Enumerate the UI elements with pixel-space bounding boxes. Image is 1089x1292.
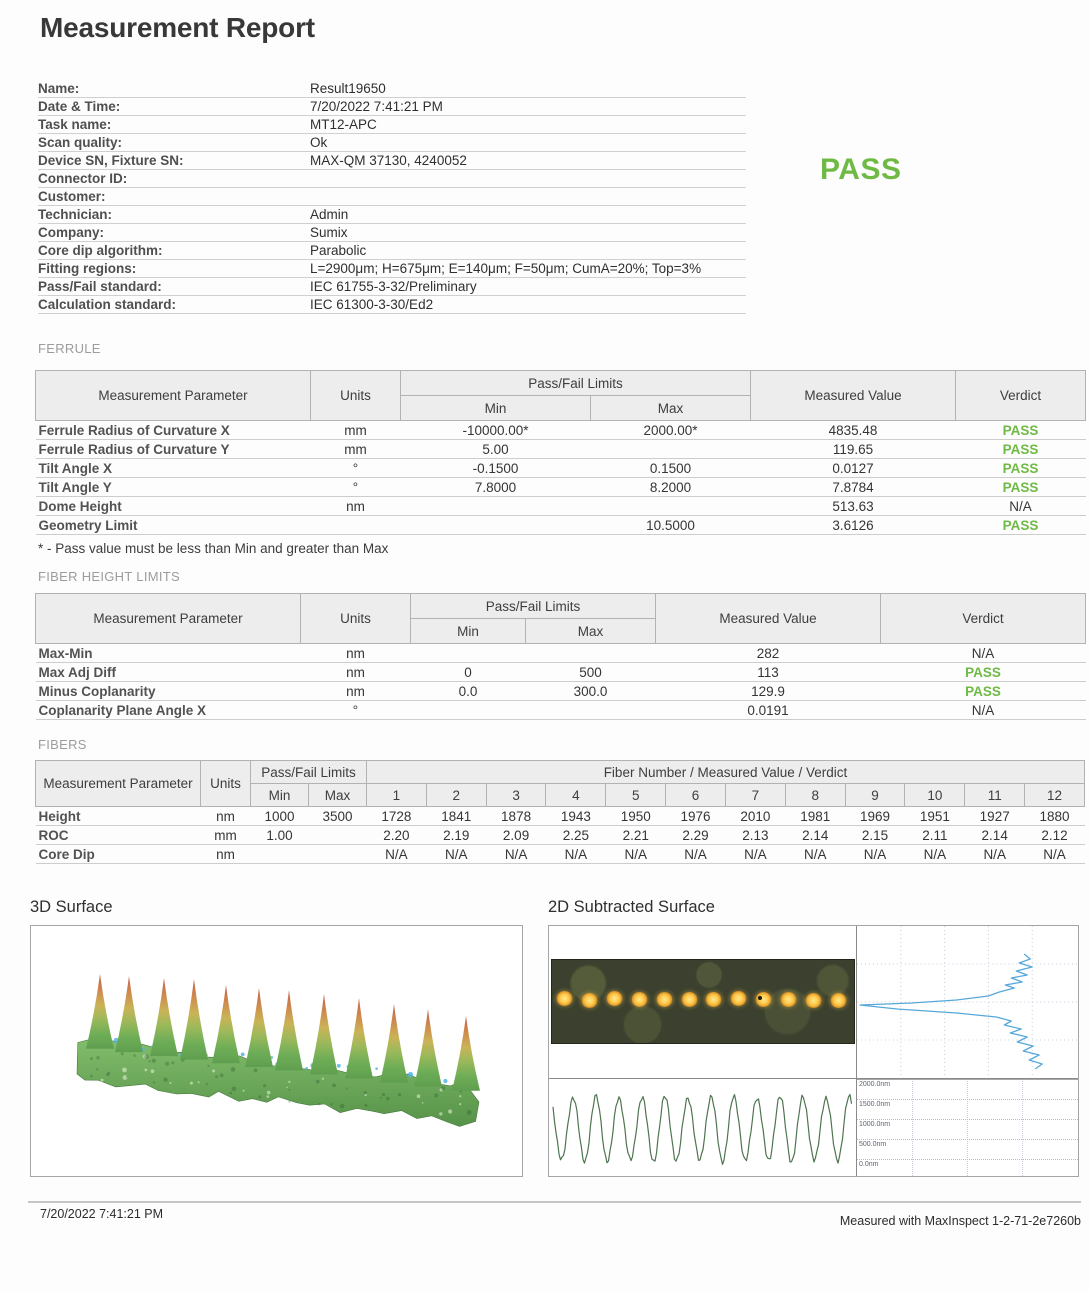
ferrule-table-header	[36, 371, 1086, 421]
col-header-measured: Measured Value	[751, 371, 956, 421]
min-cell: 0	[411, 663, 526, 682]
fiber-peak	[275, 990, 303, 1071]
info-value: IEC 61755-3-32/Preliminary	[310, 278, 746, 296]
height-waveform-plot	[549, 1079, 856, 1176]
min-cell	[401, 516, 591, 535]
info-row	[38, 188, 746, 206]
table-row	[36, 440, 1086, 459]
info-row	[38, 134, 746, 152]
table-row	[36, 516, 1086, 535]
fiber-value-cell: 1969	[845, 807, 905, 826]
footer-divider	[28, 1201, 1081, 1203]
fibers-table	[35, 760, 1085, 864]
measured-cell: 282	[656, 644, 881, 663]
fiber-core-dot	[581, 993, 598, 1008]
verdict-cell: PASS	[881, 663, 1086, 682]
fiber-core-dot	[830, 993, 847, 1008]
measured-cell: 7.8784	[751, 478, 956, 497]
param-cell: Geometry Limit	[36, 516, 311, 535]
fiber-peak	[380, 1004, 408, 1083]
min-cell	[401, 497, 591, 516]
fiber-value-cell: 2.25	[546, 826, 606, 845]
max-cell	[526, 701, 656, 720]
min-cell: -0.1500	[401, 459, 591, 478]
col-header-verdict: Verdict	[881, 594, 1086, 644]
fiber-value-cell: 2.09	[486, 826, 546, 845]
fiber-core-dot	[705, 992, 722, 1007]
info-label: Device SN, Fixture SN:	[38, 152, 310, 170]
page-title: Measurement Report	[40, 12, 315, 43]
fiber-value-cell: N/A	[965, 845, 1025, 864]
fiber-number-header: 4	[546, 784, 606, 807]
min-cell	[411, 701, 526, 720]
fiber-value-cell: N/A	[546, 845, 606, 864]
3d-surface-panel	[30, 925, 523, 1177]
table-row	[36, 497, 1086, 516]
footer-datetime: 7/20/2022 7:41:21 PM	[40, 1207, 164, 1221]
param-cell: ROC	[36, 826, 201, 845]
min-cell: 5.00	[401, 440, 591, 459]
min-cell: 1000	[251, 807, 309, 826]
fiber-number-header: 2	[426, 784, 486, 807]
info-label: Calculation standard:	[38, 296, 310, 314]
min-cell	[411, 644, 526, 663]
col-header-min: Min	[251, 784, 309, 807]
min-cell	[251, 845, 309, 864]
info-row	[38, 278, 746, 296]
max-cell: 300.0	[526, 682, 656, 701]
units-cell: nm	[201, 845, 251, 864]
param-cell: Max Adj Diff	[36, 663, 301, 682]
measured-cell: 513.63	[751, 497, 956, 516]
table-row	[36, 663, 1086, 682]
param-cell: Minus Coplanarity	[36, 682, 301, 701]
col-header-fiber-number: Fiber Number / Measured Value / Verdict	[367, 761, 1085, 784]
height-scale	[857, 1079, 1078, 1179]
table-row	[36, 807, 1085, 826]
fiber-value-cell: 1943	[546, 807, 606, 826]
col-header-parameter: Measurement Parameter	[36, 761, 201, 807]
max-cell: 10.5000	[591, 516, 751, 535]
table-row	[36, 478, 1086, 497]
table-row	[36, 845, 1085, 864]
fiber-value-cell: 1981	[785, 807, 845, 826]
figures-row	[30, 898, 1089, 1177]
info-value: Result19650	[310, 80, 746, 98]
fiber-core-dot	[805, 993, 822, 1008]
col-header-parameter: Measurement Parameter	[36, 594, 301, 644]
overall-verdict: PASS	[820, 153, 902, 186]
table-row	[36, 701, 1086, 720]
vertical-profile-quadrant	[857, 926, 1078, 1079]
info-label: Scan quality:	[38, 134, 310, 152]
fiber-peak	[150, 978, 178, 1056]
figure-title-3d: 3D Surface	[30, 898, 113, 916]
fiber-value-cell: 2.15	[845, 826, 905, 845]
height-scale-label: 2000.0nm	[859, 1081, 891, 1088]
verdict-cell: PASS	[956, 516, 1086, 535]
units-cell: °	[301, 701, 411, 720]
info-value: MT12-APC	[310, 116, 746, 134]
min-cell: 1.00	[251, 826, 309, 845]
info-row	[38, 152, 746, 170]
fiber-peak	[310, 994, 338, 1075]
info-value: Sumix	[310, 224, 746, 242]
verdict-cell: N/A	[956, 497, 1086, 516]
ferrule-table	[35, 370, 1086, 535]
param-cell: Max-Min	[36, 644, 301, 663]
section-label-fibers: FIBERS	[38, 737, 87, 752]
max-cell	[526, 644, 656, 663]
measured-cell: 3.6126	[751, 516, 956, 535]
fiber-value-cell: 1880	[1025, 807, 1085, 826]
table-row	[36, 421, 1086, 440]
info-label: Technician:	[38, 206, 310, 224]
info-value: IEC 61300-3-30/Ed2	[310, 296, 746, 314]
footer-software-version: Measured with MaxInspect 1-2-71-2e7260b	[839, 1214, 1081, 1228]
fiber-peak	[86, 974, 114, 1049]
max-cell	[591, 440, 751, 459]
param-cell: Height	[36, 807, 201, 826]
verdict-cell: PASS	[956, 421, 1086, 440]
fiber-value-cell: 2.14	[965, 826, 1025, 845]
fiber-value-cell: 2.20	[367, 826, 427, 845]
height-scale-row	[857, 1159, 1078, 1179]
fiber-value-cell: N/A	[845, 845, 905, 864]
fiber-value-cell: 2.12	[1025, 826, 1085, 845]
verdict-cell: N/A	[881, 644, 1086, 663]
info-value	[310, 188, 746, 206]
units-cell: mm	[201, 826, 251, 845]
fhl-table-header	[36, 594, 1086, 644]
fibers-table-header	[36, 761, 1085, 807]
max-cell: 500	[526, 663, 656, 682]
section-label-ferrule: FERRULE	[38, 341, 101, 356]
fiber-value-cell: 1841	[426, 807, 486, 826]
measured-cell: 4835.48	[751, 421, 956, 440]
measured-cell: 129.9	[656, 682, 881, 701]
fiber-value-cell: N/A	[725, 845, 785, 864]
info-label: Task name:	[38, 116, 310, 134]
param-cell: Coplanarity Plane Angle X	[36, 701, 301, 720]
verdict-cell: PASS	[956, 478, 1086, 497]
info-row	[38, 260, 746, 278]
info-label: Connector ID:	[38, 170, 310, 188]
max-cell: 8.2000	[591, 478, 751, 497]
units-cell: nm	[301, 663, 411, 682]
2d-surface-panel	[548, 925, 1079, 1177]
units-cell: °	[311, 459, 401, 478]
fiber-number-header: 7	[725, 784, 785, 807]
fiber-peak	[180, 979, 208, 1060]
height-scale-row	[857, 1119, 1078, 1139]
fiber-value-cell: 1728	[367, 807, 427, 826]
report-info-table	[38, 80, 746, 314]
fiber-value-cell: N/A	[666, 845, 726, 864]
param-cell: Tilt Angle X	[36, 459, 311, 478]
section-label-fiber-height-limits: FIBER HEIGHT LIMITS	[38, 569, 180, 584]
verdict-cell: PASS	[956, 440, 1086, 459]
max-cell: 3500	[309, 807, 367, 826]
fiber-peak	[115, 976, 143, 1052]
table-row	[36, 682, 1086, 701]
col-header-max: Max	[309, 784, 367, 807]
units-cell	[311, 516, 401, 535]
max-cell	[309, 826, 367, 845]
info-label: Customer:	[38, 188, 310, 206]
fiber-value-cell: 2.14	[785, 826, 845, 845]
fiber-value-cell: 1976	[666, 807, 726, 826]
info-row	[38, 206, 746, 224]
table-row	[36, 644, 1086, 663]
fiber-number-header: 9	[845, 784, 905, 807]
fiber-value-cell: N/A	[606, 845, 666, 864]
height-scale-label: 0.0nm	[859, 1161, 879, 1168]
fiber-value-cell: N/A	[905, 845, 965, 864]
info-value: MAX-QM 37130, 4240052	[310, 152, 746, 170]
fiber-value-cell: 2.13	[725, 826, 785, 845]
info-label: Company:	[38, 224, 310, 242]
fiber-number-header: 1	[367, 784, 427, 807]
col-header-limits: Pass/Fail Limits	[411, 594, 656, 619]
fiber-value-cell: 1927	[965, 807, 1025, 826]
units-cell: mm	[311, 440, 401, 459]
max-cell	[309, 845, 367, 864]
footnote: * - Pass value must be less than Min and greater than Max	[38, 541, 389, 556]
2d-image-quadrant	[549, 926, 857, 1079]
figure-2d-subtracted-surface	[548, 898, 1079, 1177]
col-header-min: Min	[401, 396, 591, 421]
fiber-value-cell: N/A	[367, 845, 427, 864]
info-label: Name:	[38, 80, 310, 98]
fiber-core-dot	[730, 991, 747, 1006]
col-header-max: Max	[526, 619, 656, 644]
fiber-value-cell: 1950	[606, 807, 666, 826]
fiber-core-dot	[681, 992, 698, 1007]
param-cell: Ferrule Radius of Curvature Y	[36, 440, 311, 459]
units-cell: nm	[301, 682, 411, 701]
min-cell: 0.0	[411, 682, 526, 701]
max-cell: 2000.00*	[591, 421, 751, 440]
vertical-profile-plot	[857, 926, 1078, 1078]
fiber-number-header: 11	[965, 784, 1025, 807]
fiber-peak	[452, 1016, 480, 1091]
col-header-measured: Measured Value	[656, 594, 881, 644]
fiber-value-cell: 2.29	[666, 826, 726, 845]
units-cell: nm	[301, 644, 411, 663]
fiber-value-cell: 1878	[486, 807, 546, 826]
fiber-peak	[414, 1009, 442, 1087]
info-value: Ok	[310, 134, 746, 152]
info-label: Pass/Fail standard:	[38, 278, 310, 296]
max-cell	[591, 497, 751, 516]
units-cell: mm	[311, 421, 401, 440]
col-header-limits: Pass/Fail Limits	[401, 371, 751, 396]
min-cell: 7.8000	[401, 478, 591, 497]
verdict-cell: PASS	[881, 682, 1086, 701]
info-label: Date & Time:	[38, 98, 310, 116]
col-header-units: Units	[301, 594, 411, 644]
col-header-max: Max	[591, 396, 751, 421]
units-cell: nm	[201, 807, 251, 826]
fiber-number-header: 10	[905, 784, 965, 807]
fiber-height-limits-table	[35, 593, 1086, 720]
col-header-min: Min	[411, 619, 526, 644]
param-cell: Tilt Angle Y	[36, 478, 311, 497]
info-value: Admin	[310, 206, 746, 224]
fiber-number-header: 8	[785, 784, 845, 807]
defect-speck	[758, 996, 762, 1000]
fiber-core-dot	[631, 992, 648, 1007]
height-scale-label: 1000.0nm	[859, 1121, 891, 1128]
info-row	[38, 242, 746, 260]
fiber-core-dot	[780, 992, 797, 1007]
3d-surface-image	[31, 926, 522, 1174]
verdict-cell: PASS	[956, 459, 1086, 478]
fiber-value-cell: 1951	[905, 807, 965, 826]
info-row	[38, 170, 746, 188]
info-value: 7/20/2022 7:41:21 PM	[310, 98, 746, 116]
max-cell: 0.1500	[591, 459, 751, 478]
height-waveform-quadrant	[549, 1079, 857, 1176]
figure-title-2d: 2D Subtracted Surface	[548, 898, 715, 916]
fiber-value-cell: 2.21	[606, 826, 666, 845]
fiber-peak	[212, 985, 240, 1063]
fiber-endface-image	[551, 959, 855, 1044]
fiber-number-header: 6	[666, 784, 726, 807]
fiber-value-cell: 2.11	[905, 826, 965, 845]
min-cell: -10000.00*	[401, 421, 591, 440]
table-row	[36, 459, 1086, 478]
height-scale-label: 1500.0nm	[859, 1101, 891, 1108]
col-header-verdict: Verdict	[956, 371, 1086, 421]
info-row	[38, 296, 746, 314]
fiber-number-header: 5	[606, 784, 666, 807]
fiber-value-cell: 2.19	[426, 826, 486, 845]
figure-3d-surface	[30, 898, 523, 1177]
info-row	[38, 80, 746, 98]
height-scale-row	[857, 1079, 1078, 1099]
fiber-value-cell: 2010	[725, 807, 785, 826]
col-header-limits: Pass/Fail Limits	[251, 761, 367, 784]
fiber-number-header: 3	[486, 784, 546, 807]
table-row	[36, 826, 1085, 845]
fiber-core-dot	[556, 991, 573, 1006]
fiber-core-dot	[656, 992, 673, 1007]
info-value	[310, 170, 746, 188]
fiber-value-cell: N/A	[785, 845, 845, 864]
info-row	[38, 98, 746, 116]
measured-cell: 0.0127	[751, 459, 956, 478]
fiber-peak	[245, 988, 273, 1067]
measured-cell: 0.0191	[656, 701, 881, 720]
param-cell: Core Dip	[36, 845, 201, 864]
col-header-units: Units	[311, 371, 401, 421]
fiber-peak	[345, 998, 373, 1079]
height-scale-row	[857, 1099, 1078, 1119]
fiber-core-dot	[606, 991, 623, 1006]
param-cell: Dome Height	[36, 497, 311, 516]
fiber-value-cell: N/A	[426, 845, 486, 864]
param-cell: Ferrule Radius of Curvature X	[36, 421, 311, 440]
info-label: Core dip algorithm:	[38, 242, 310, 260]
measured-cell: 119.65	[751, 440, 956, 459]
units-cell: °	[311, 478, 401, 497]
fiber-value-cell: N/A	[1025, 845, 1085, 864]
info-value: Parabolic	[310, 242, 746, 260]
fiber-number-header: 12	[1025, 784, 1085, 807]
info-row	[38, 116, 746, 134]
height-scale-row	[857, 1139, 1078, 1159]
units-cell: nm	[311, 497, 401, 516]
info-value: L=2900μm; H=675μm; E=140μm; F=50μm; CumA=20%; Top=3%	[310, 260, 746, 278]
info-label: Fitting regions:	[38, 260, 310, 278]
height-scale-label: 500.0nm	[859, 1141, 887, 1148]
fiber-value-cell: N/A	[486, 845, 546, 864]
info-row	[38, 224, 746, 242]
col-header-parameter: Measurement Parameter	[36, 371, 311, 421]
col-header-units: Units	[201, 761, 251, 807]
height-scale-quadrant	[857, 1079, 1078, 1176]
verdict-cell: N/A	[881, 701, 1086, 720]
measured-cell: 113	[656, 663, 881, 682]
